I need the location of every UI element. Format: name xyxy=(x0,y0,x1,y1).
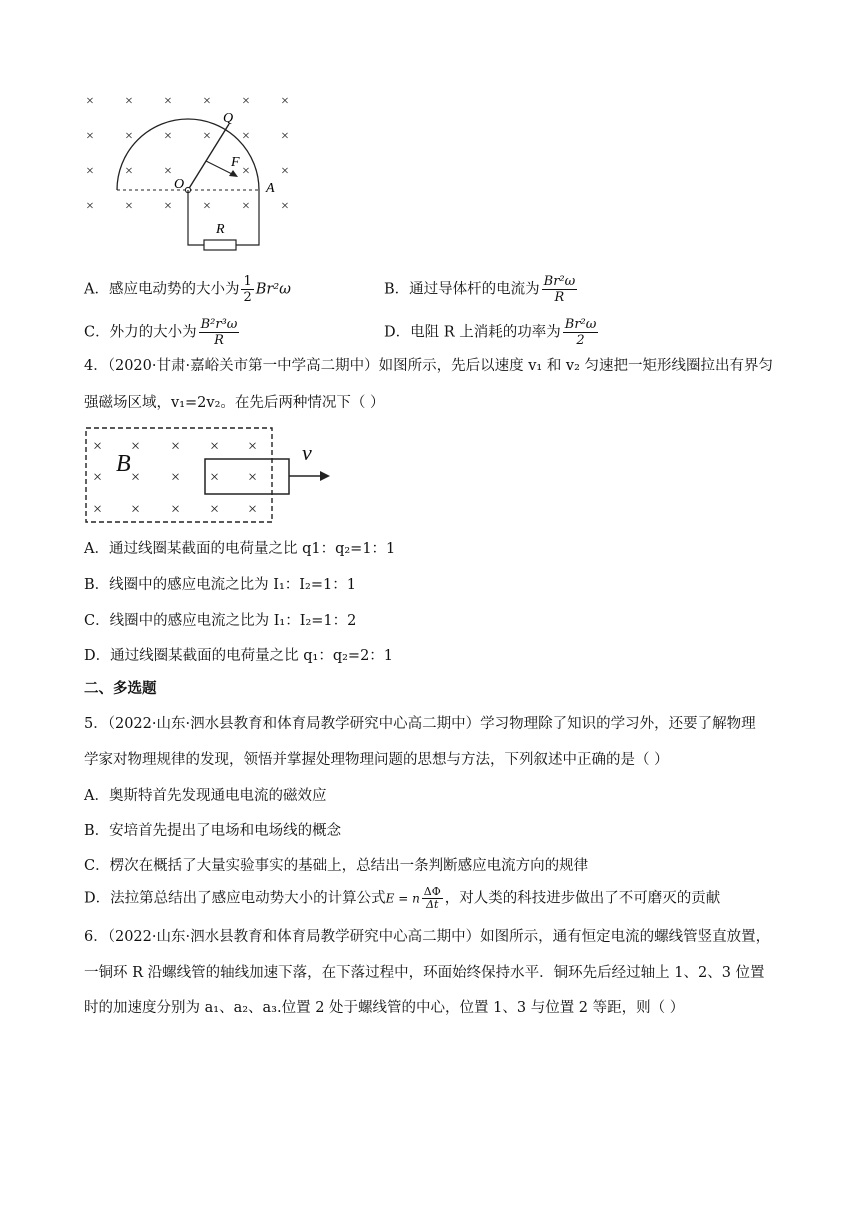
svg-text:×: × xyxy=(86,199,94,214)
svg-text:×: × xyxy=(242,164,250,179)
svg-text:×: × xyxy=(131,469,141,486)
svg-text:×: × xyxy=(125,129,133,144)
q6-stem-line3: 时的加速度分别为 a₁、a₂、a₃.位置 2 处于螺线管的中心，位置 1、3 与位置 2 等距，则（ ） xyxy=(84,1000,685,1016)
magnetic-field-crosses xyxy=(93,438,257,518)
q4-option-b: B．线圈中的感应电流之比为 I₁：I₂=1：1 xyxy=(84,577,356,593)
q4-stem-line2: 强磁场区域，v₁=2v₂。在先后两种情况下（ ） xyxy=(84,395,385,411)
q5-option-b: B．安培首先提出了电场和电场线的概念 xyxy=(84,823,342,839)
q4-option-d: D．通过线圈某截面的电荷量之比 q₁：q₂=2：1 xyxy=(84,648,394,664)
q4-option-c: C．线圈中的感应电流之比为 I₁：I₂=1：2 xyxy=(84,613,357,629)
q4-option-a: A．通过线圈某截面的电荷量之比 q1：q₂=1：1 xyxy=(84,541,396,557)
q3-option-c: C．外力的大小为 $\frac{\text{B²r³ω}}{R}$ xyxy=(84,317,238,348)
svg-text:×: × xyxy=(171,501,181,518)
svg-text:×: × xyxy=(131,501,141,518)
svg-text:×: × xyxy=(164,164,172,179)
q5-option-a: A．奥斯特首先发现通电电流的磁效应 xyxy=(84,788,327,804)
svg-text:×: × xyxy=(171,469,181,486)
svg-text:O: O xyxy=(174,177,185,192)
figure-rectangular-coil xyxy=(84,426,344,526)
q5-option-d: D．法拉第总结出了感应电动势大小的计算公式E = n $\frac{\Delta\Phi}{\Delta t}$ ，对人类的科技进步做出了不可磨灭的贡献 xyxy=(84,885,721,911)
svg-text:A: A xyxy=(266,181,275,196)
svg-text:×: × xyxy=(86,129,94,144)
svg-text:×: × xyxy=(131,438,141,455)
svg-text:×: × xyxy=(281,94,289,109)
svg-text:×: × xyxy=(164,94,172,109)
svg-text:×: × xyxy=(125,199,133,214)
svg-text:×: × xyxy=(210,501,220,518)
q6-stem-line1: 6．（2022·山东·泗水县教育和体育局教学研究中心高二期中）如图所示，通有恒定电流的螺线管竖直放置， xyxy=(84,929,771,945)
q5-stem-line1: 5．（2022·山东·泗水县教育和体育局教学研究中心高二期中）学习物理除了知识的学习外，还要了解物理 xyxy=(84,716,756,732)
svg-text:×: × xyxy=(93,438,103,455)
q3-option-b: B．通过导体杆的电流为 $\frac{\text{Br²ω}}{R}$ xyxy=(384,274,576,305)
svg-text:v: v xyxy=(302,440,312,465)
svg-text:×: × xyxy=(125,94,133,109)
svg-text:×: × xyxy=(86,164,94,179)
q5-option-c: C．楞次在概括了大量实验事实的基础上，总结出一条判断感应电流方向的规律 xyxy=(84,858,589,874)
q3-option-d: D．电阻 R 上消耗的功率为 $\frac{\text{Br²ω}}{2}$ xyxy=(384,317,597,348)
q6-stem-line2: 一铜环 R 沿螺线管的轴线加速下落，在下落过程中，环面始终保持水平．铜环先后经过轴上 1、2、3 位置 xyxy=(84,965,765,981)
q5-stem-line2: 学家对物理规律的发现，领悟并掌握处理物理问题的思想与方法，下列叙述中正确的是（ ） xyxy=(84,752,669,768)
svg-text:×: × xyxy=(242,94,250,109)
resistor xyxy=(204,240,236,250)
svg-text:×: × xyxy=(86,94,94,109)
svg-text:×: × xyxy=(281,199,289,214)
svg-text:×: × xyxy=(203,94,211,109)
svg-text:×: × xyxy=(242,199,250,214)
q3-option-a: A．感应电动势的大小为 $\frac{1}{2}$ Br²ω xyxy=(84,274,291,305)
svg-text:×: × xyxy=(248,501,258,518)
q4-stem-line1: 4．（2020·甘肃·嘉峪关市第一中学高二期中）如图所示，先后以速度 v₁ 和 v₂ 匀速把一矩形线圈拉出有界匀 xyxy=(84,358,774,374)
section-heading-multiple-choice: 二、多选题 xyxy=(84,681,157,697)
svg-text:F: F xyxy=(231,155,240,170)
svg-text:×: × xyxy=(93,501,103,518)
svg-text:×: × xyxy=(248,438,258,455)
svg-text:R: R xyxy=(216,222,225,237)
svg-text:×: × xyxy=(171,438,181,455)
svg-text:×: × xyxy=(248,469,258,486)
svg-text:×: × xyxy=(164,129,172,144)
svg-text:×: × xyxy=(164,199,172,214)
svg-text:×: × xyxy=(242,129,250,144)
svg-text:×: × xyxy=(210,438,220,455)
svg-text:×: × xyxy=(281,129,289,144)
svg-text:×: × xyxy=(125,164,133,179)
svg-text:×: × xyxy=(210,469,220,486)
svg-text:×: × xyxy=(93,469,103,486)
figure-rotating-rod xyxy=(80,88,310,268)
svg-text:×: × xyxy=(203,129,211,144)
svg-text:B: B xyxy=(116,451,131,477)
svg-text:×: × xyxy=(281,164,289,179)
svg-text:Q: Q xyxy=(223,111,234,126)
velocity-arrow-head xyxy=(320,471,330,481)
svg-text:×: × xyxy=(203,199,211,214)
